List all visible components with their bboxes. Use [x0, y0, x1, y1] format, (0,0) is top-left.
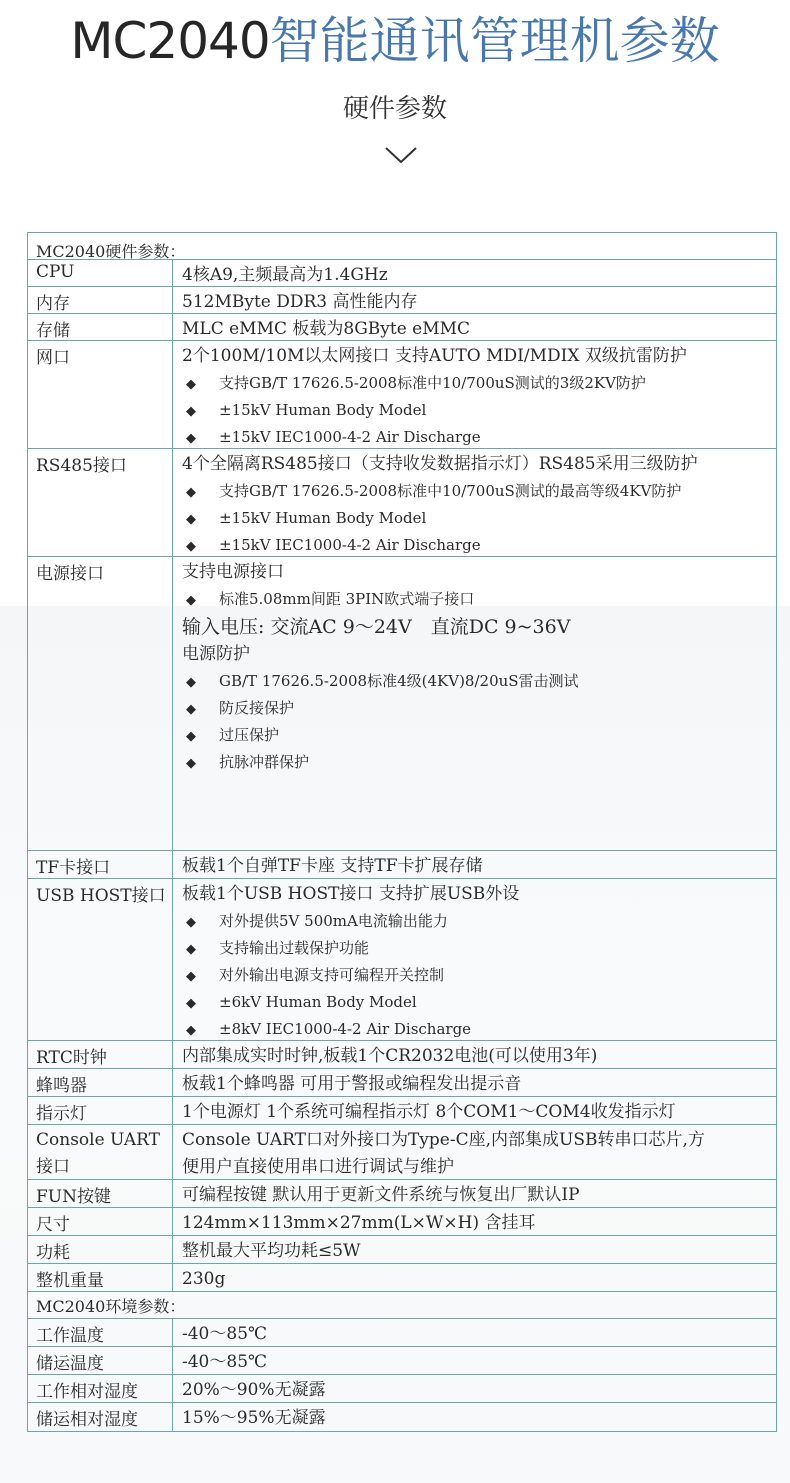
row-value: 512MByte DDR3 高性能内存: [182, 292, 418, 312]
row-value: 4个全隔离RS485接口（支持收发数据指示灯）RS485采用三级防护: [182, 454, 698, 474]
table-row: [28, 1402, 776, 1431]
bullet-icon: ◆: [186, 512, 196, 527]
row-value: 4核A9,主频最高为1.4GHz: [182, 265, 388, 285]
bullet-icon: ◆: [186, 485, 196, 500]
row-label: USB HOST接口: [28, 879, 173, 1040]
bullet-icon: ◆: [186, 539, 196, 554]
row-label: 整机重量: [28, 1264, 173, 1291]
row-label: TF卡接口: [28, 851, 173, 878]
table-row: [28, 1040, 776, 1068]
table-row: [28, 850, 776, 878]
row-value: MLC eMMC 板载为8GByte eMMC: [182, 319, 471, 339]
bullet-icon: ◆: [186, 404, 196, 419]
row-value: 124mm×113mm×27mm(L×W×H) 含挂耳: [182, 1213, 536, 1233]
row-value: Console UART口对外接口为Type-C座,内部集成USB转串口芯片,方: [182, 1130, 705, 1150]
list-item: ◆ ±6kV Human Body Model: [182, 989, 776, 1016]
row-label: RTC时钟: [28, 1041, 173, 1068]
table-row: [28, 286, 776, 313]
table-row: [28, 1374, 776, 1402]
bullet-icon: ◆: [186, 377, 196, 392]
row-value: 内部集成实时时钟,板载1个CR2032电池(可以使用3年): [182, 1046, 598, 1066]
title-model: MC2040: [70, 12, 270, 70]
row-label: 尺寸: [28, 1208, 173, 1235]
chevron-down-icon: [384, 145, 418, 165]
row-label: 储运温度: [28, 1347, 173, 1374]
table-heading-environment: MC2040环境参数：: [28, 1291, 776, 1318]
row-value: 230g: [182, 1269, 226, 1289]
row-label: 工作相对湿度: [28, 1375, 173, 1402]
bullet-icon: ◆: [186, 729, 196, 744]
row-label: 电源接口: [28, 557, 173, 850]
table-row: [28, 1235, 776, 1263]
row-value: 板载1个USB HOST接口 支持扩展USB外设: [182, 884, 520, 904]
page-subtitle: 硬件参数: [342, 94, 447, 124]
table-row: [28, 259, 776, 286]
row-label: 功耗: [28, 1236, 173, 1263]
list-item: ◆ ±15kV Human Body Model: [182, 397, 776, 424]
spec-table: [27, 232, 777, 1432]
row-label: 网口: [28, 341, 173, 448]
list-item: ◆ 过压保护: [182, 722, 776, 749]
table-row: [28, 1207, 776, 1235]
bullet-icon: ◆: [186, 756, 196, 771]
row-value: 支持电源接口: [182, 562, 284, 582]
row-label: RS485接口: [28, 449, 173, 556]
row-value: 2个100M/10M以太网接口 支持AUTO MDI/MDIX 双级抗雷防护: [182, 346, 687, 366]
row-label: 储运相对湿度: [28, 1403, 173, 1431]
row-value: 可编程按键 默认用于更新文件系统与恢复出厂默认IP: [182, 1185, 580, 1205]
list-item: ◆ ±15kV IEC1000-4-2 Air Discharge: [182, 532, 776, 559]
list-item: ◆ ±15kV IEC1000-4-2 Air Discharge: [182, 424, 776, 451]
page-title: [0, 6, 790, 76]
table-row: [28, 556, 776, 850]
table-row: [28, 313, 776, 340]
bullet-icon: ◆: [186, 969, 196, 984]
row-label: 工作温度: [28, 1319, 173, 1346]
row-label: FUN按键: [28, 1180, 173, 1207]
list-item: ◆ GB/T 17626.5-2008标准4级(4KV)8/20uS雷击测试: [182, 668, 776, 695]
bullet-icon: ◆: [186, 942, 196, 957]
table-row: [28, 1263, 776, 1291]
row-value: 板载1个蜂鸣器 可用于警报或编程发出提示音: [182, 1074, 522, 1094]
title-chinese: 智能通讯管理机参数: [269, 12, 720, 70]
list-item: ◆ 对外提供5V 500mA电流输出能力: [182, 908, 776, 935]
voltage-text: 输入电压: 交流AC 9～24V 直流DC 9~36V: [182, 616, 571, 638]
row-value: -40～85℃: [182, 1324, 268, 1344]
table-row: [28, 1346, 776, 1374]
list-item: ◆ 支持GB/T 17626.5-2008标准中10/700uS测试的最高等级4KV防护: [182, 478, 776, 505]
row-label: 蜂鸣器: [28, 1069, 173, 1096]
row-value: 板载1个自弹TF卡座 支持TF卡扩展存储: [182, 856, 483, 876]
table-row: [28, 1068, 776, 1096]
list-item: ◆ 抗脉冲群保护: [182, 749, 776, 776]
list-item: ◆ ±8kV IEC1000-4-2 Air Discharge: [182, 1016, 776, 1043]
table-row: [28, 1318, 776, 1346]
bullet-icon: ◆: [186, 1023, 196, 1038]
list-item: ◆ 支持输出过载保护功能: [182, 935, 776, 962]
table-row: [28, 448, 776, 556]
row-label: 指示灯: [28, 1097, 173, 1124]
bullet-icon: ◆: [186, 675, 196, 690]
list-item: ◆ 对外输出电源支持可编程开关控制: [182, 962, 776, 989]
row-value: -40～85℃: [182, 1352, 268, 1372]
table-heading-hardware: MC2040硬件参数：: [28, 232, 776, 259]
table-row: [28, 1179, 776, 1207]
list-item: ◆ ±15kV Human Body Model: [182, 505, 776, 532]
bullet-icon: ◆: [186, 996, 196, 1011]
row-label: 内存: [28, 287, 173, 313]
table-row: [28, 878, 776, 1040]
list-item: ◆ 支持GB/T 17626.5-2008标准中10/700uS测试的3级2KV防护: [182, 370, 776, 397]
row-value: 1个电源灯 1个系统可编程指示灯 8个COM1～COM4收发指示灯: [182, 1102, 676, 1122]
row-label: 存储: [28, 314, 173, 340]
row-label: Console UART 接口: [28, 1125, 173, 1179]
row-value: 15%～95%无凝露: [182, 1408, 326, 1428]
bullet-icon: ◆: [186, 593, 196, 608]
bullet-icon: ◆: [186, 431, 196, 446]
bullet-icon: ◆: [186, 702, 196, 717]
row-value: 20%～90%无凝露: [182, 1380, 326, 1400]
power-protect-text: 电源防护: [182, 644, 250, 664]
list-item: ◆ 防反接保护: [182, 695, 776, 722]
list-item: ◆ 标准5.08mm间距 3PIN欧式端子接口: [182, 586, 776, 613]
row-value: 整机最大平均功耗≤5W: [182, 1241, 361, 1261]
row-value-cont: 便用户直接使用串口进行调试与维护: [182, 1157, 454, 1177]
row-label: CPU: [28, 260, 173, 286]
table-row: [28, 340, 776, 448]
table-row: [28, 1124, 776, 1179]
bullet-icon: ◆: [186, 915, 196, 930]
table-row: [28, 1096, 776, 1124]
